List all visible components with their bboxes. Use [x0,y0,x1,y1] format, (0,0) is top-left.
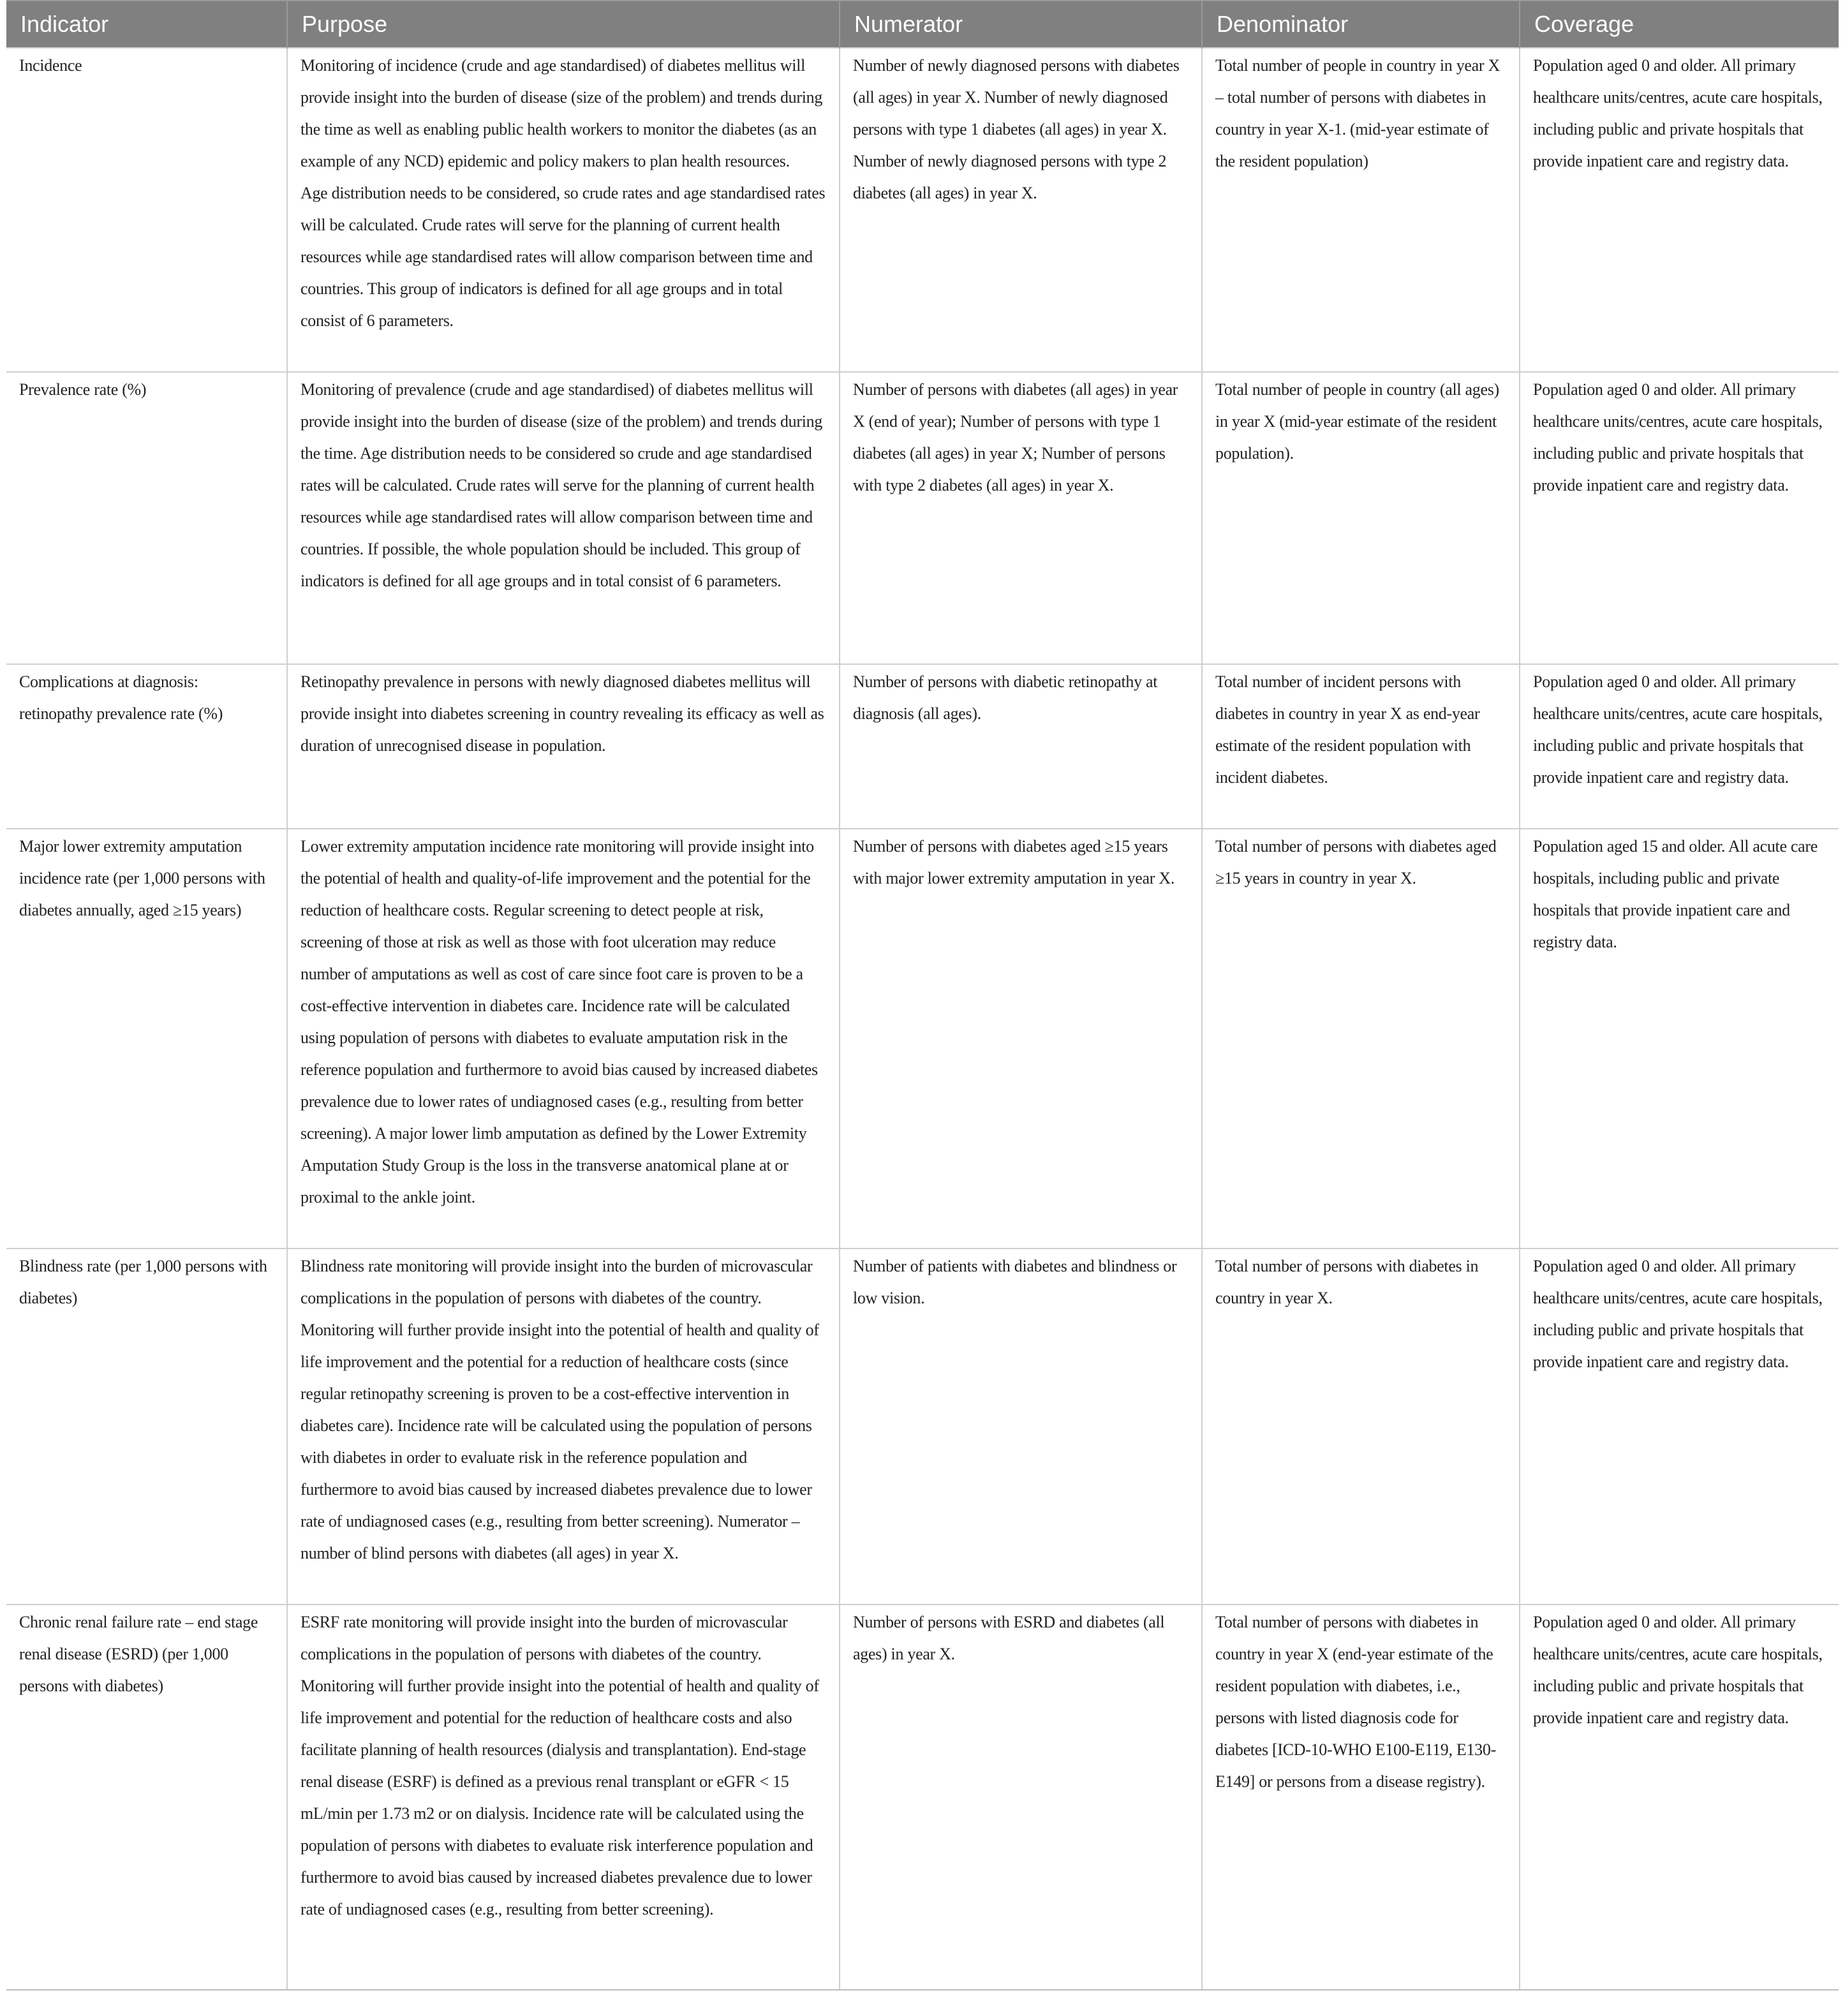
table-row [6,829,1839,1249]
header-row [6,1,1839,48]
cell-coverage: Population aged 0 and older. All primary healthcare units/centres, acute care hospitals, including public and private hospitals that provide inpatient care and registry data. [1520,664,1839,829]
cell-denominator: Total number of incident persons with diabetes in country in year X as end-year estimate of the resident population with incident diabetes. [1202,664,1520,829]
cell-coverage: Population aged 0 and older. All primary healthcare units/centres, acute care hospitals, including public and private hospitals that provide inpatient care and registry data. [1520,48,1839,372]
cell-numerator: Number of newly diagnosed persons with diabetes (all ages) in year X. Number of newly diagnosed persons with type 1 diabetes (all ages) in year X. Number of newly diagnosed persons with type 2 diabetes (all ages) in year X. [840,48,1202,372]
cell-purpose: Lower extremity amputation incidence rate monitoring will provide insight into the potential of health and quality-of-life improvement and the potential for the reduction of healthcare costs. Regular screening to detect people at risk, screening of those at risk as well as those with foot ulceration may reduce number of amputations as well as cost of care since foot care is proven to be a cost-effective intervention in diabetes care. Incidence rate will be calculated using population of persons with diabetes to evaluate amputation risk in the reference population and furthermore to avoid bias caused by increased diabetes prevalence due to lower rates of undiagnosed cases (e.g., resulting from better screening). A major lower limb amputation as defined by the Lower Extremity Amputation Study Group is the loss in the transverse anatomical plane at or proximal to the ankle joint. [287,829,840,1249]
header-indicator: Indicator [6,1,287,48]
cell-denominator: Total number of persons with diabetes in country in year X (end-year estimate of the resident population with diabetes, i.e., persons with listed diagnosis code for diabetes [ICD-10-WHO E100-E119, E130-E149] or persons from a disease registry). [1202,1605,1520,1990]
cell-denominator: Total number of people in country (all ages) in year X (mid-year estimate of the resident population). [1202,372,1520,664]
cell-numerator: Number of patients with diabetes and blindness or low vision. [840,1249,1202,1605]
cell-indicator: Prevalence rate (%) [6,372,287,664]
table-row [6,1249,1839,1605]
cell-coverage: Population aged 15 and older. All acute care hospitals, including public and private hospitals that provide inpatient care and registry data. [1520,829,1839,1249]
table-row [6,1605,1839,1990]
purpose-paragraph: Age distribution needs to be considered, so crude rates and age standardised rates will be calculated. Crude rates will serve for the planning of current health resources while age standardised rates will allow comparison between time and countries. This group of indicators is defined for all age groups and in total consist of 6 parameters. [300,184,826,330]
cell-indicator: Complications at diagnosis: retinopathy prevalence rate (%) [6,664,287,829]
cell-numerator: Number of persons with diabetes (all ages) in year X (end of year); Number of persons with type 1 diabetes (all ages) in year X; Number of persons with type 2 diabetes (all ages) in year X. [840,372,1202,664]
header-purpose: Purpose [287,1,840,48]
header-denominator: Denominator [1202,1,1520,48]
header-coverage: Coverage [1520,1,1839,48]
cell-indicator: Blindness rate (per 1,000 persons with diabetes) [6,1249,287,1605]
cell-purpose: Monitoring of prevalence (crude and age standardised) of diabetes mellitus will provide insight into the burden of disease (size of the problem) and trends during the time. Age distribution needs to be considered so crude and age standardised rates will be calculated. Crude rates will serve for the planning of current health resources while age standardised rates will allow comparison between time and countries. If possible, the whole population should be included. This group of indicators is defined for all age groups and in total consist of 6 parameters. [287,372,840,664]
table-row [6,372,1839,664]
table-row [6,664,1839,829]
cell-indicator: Incidence [6,48,287,372]
cell-coverage: Population aged 0 and older. All primary healthcare units/centres, acute care hospitals, including public and private hospitals that provide inpatient care and registry data. [1520,1249,1839,1605]
cell-numerator: Number of persons with ESRD and diabetes (all ages) in year X. [840,1605,1202,1990]
cell-coverage: Population aged 0 and older. All primary healthcare units/centres, acute care hospitals, including public and private hospitals that provide inpatient care and registry data. [1520,372,1839,664]
cell-denominator: Total number of persons with diabetes aged ≥15 years in country in year X. [1202,829,1520,1249]
cell-purpose [287,48,840,372]
cell-indicator: Chronic renal failure rate – end stage renal disease (ESRD) (per 1,000 persons with diabetes) [6,1605,287,1990]
purpose-paragraph: Monitoring of incidence (crude and age standardised) of diabetes mellitus will provide insight into the burden of disease (size of the problem) and trends during the time as well as enabling public health workers to monitor the diabetes (as an example of any NCD) epidemic and policy makers to plan health resources. [300,56,823,170]
indicators-table [6,0,1839,1990]
cell-purpose: Retinopathy prevalence in persons with newly diagnosed diabetes mellitus will provide insight into diabetes screening in country revealing its efficacy as well as duration of unrecognised disease in population. [287,664,840,829]
header-numerator: Numerator [840,1,1202,48]
cell-indicator: Major lower extremity amputation incidence rate (per 1,000 persons with diabetes annually, aged ≥15 years) [6,829,287,1249]
cell-purpose: Blindness rate monitoring will provide insight into the burden of microvascular complications in the population of persons with diabetes of the country. Monitoring will further provide insight into the potential of health and quality of life improvement and the potential for a reduction of healthcare costs (since regular retinopathy screening is proven to be a cost-effective intervention in diabetes care). Incidence rate will be calculated using the population of persons with diabetes in order to evaluate risk in the reference population and furthermore to avoid bias caused by increased diabetes prevalence due to lower rate of undiagnosed cases (e.g., resulting from better screening). Numerator – number of blind persons with diabetes (all ages) in year X. [287,1249,840,1605]
cell-denominator: Total number of persons with diabetes in country in year X. [1202,1249,1520,1605]
cell-numerator: Number of persons with diabetes aged ≥15 years with major lower extremity amputation in year X. [840,829,1202,1249]
table-row [6,48,1839,372]
cell-coverage: Population aged 0 and older. All primary healthcare units/centres, acute care hospitals, including public and private hospitals that provide inpatient care and registry data. [1520,1605,1839,1990]
cell-denominator: Total number of people in country in year X – total number of persons with diabetes in country in year X-1. (mid-year estimate of the resident population) [1202,48,1520,372]
cell-purpose: ESRF rate monitoring will provide insight into the burden of microvascular complications in the population of persons with diabetes of the country. Monitoring will further provide insight into the potential of health and quality of life improvement and potential for the reduction of healthcare costs and also facilitate planning of health resources (dialysis and transplantation). End-stage renal disease (ESRF) is defined as a previous renal transplant or eGFR < 15 mL/min per 1.73 m2 or on dialysis. Incidence rate will be calculated using the population of persons with diabetes to evaluate risk interference population and furthermore to avoid bias caused by increased diabetes prevalence due to lower rate of undiagnosed cases (e.g., resulting from better screening). [287,1605,840,1990]
cell-numerator: Number of persons with diabetic retinopathy at diagnosis (all ages). [840,664,1202,829]
